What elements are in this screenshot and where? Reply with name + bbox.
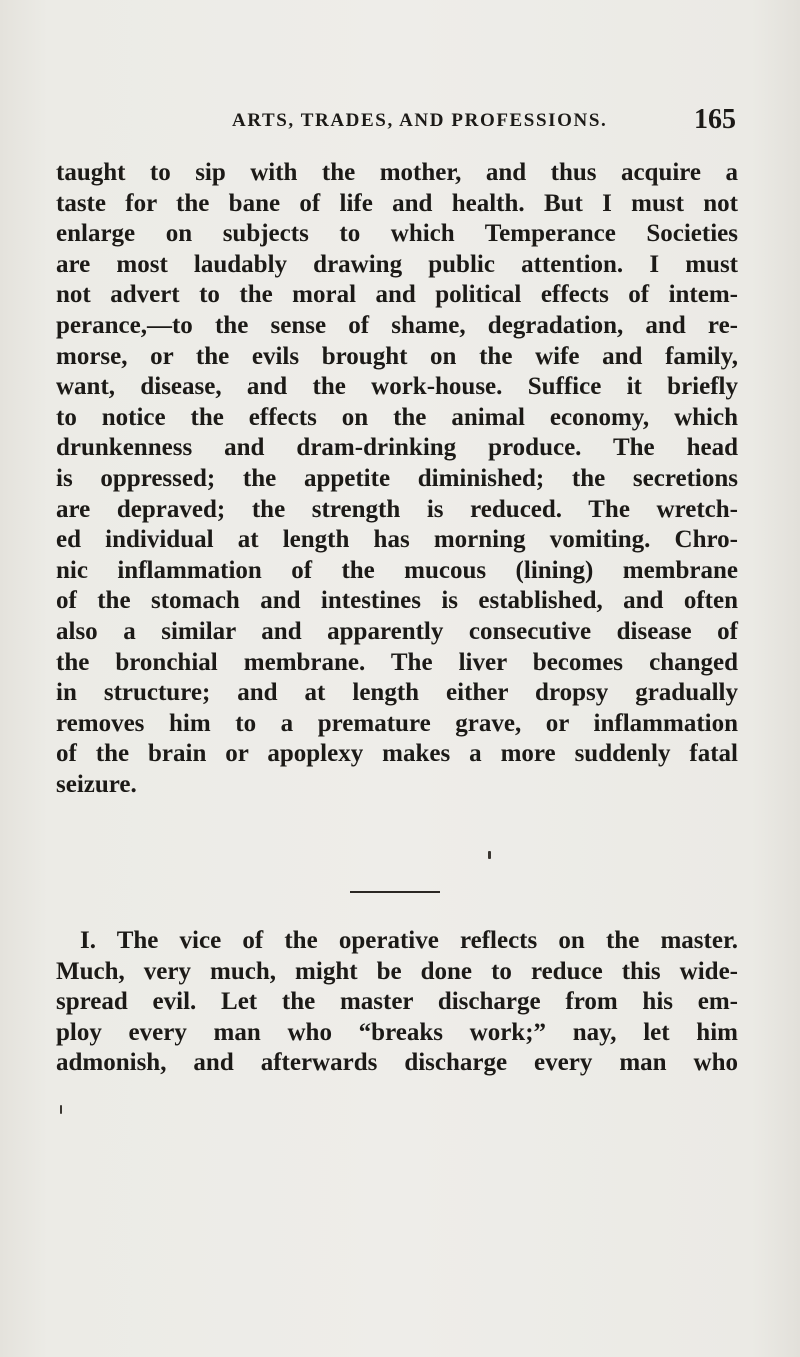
- text-line: drunkenness and dram-drinking produce. The head: [56, 434, 738, 462]
- text-line: the bronchial membrane. The liver becomes changed: [56, 648, 738, 676]
- text-line: enlarge on subjects to which Temperance Societies: [56, 220, 738, 248]
- section-divider: [350, 891, 440, 893]
- text-line: I. The vice of the operative reflects on the master.: [80, 927, 738, 954]
- body-paragraph-2: [56, 926, 738, 1079]
- text-line: taste for the bane of life and health. But I must not: [56, 189, 738, 217]
- text-line: of the brain or apoplexy makes a more suddenly fatal: [56, 740, 738, 768]
- text-line: not advert to the moral and political effects of intem-: [56, 281, 738, 309]
- text-line: removes him to a premature grave, or inflammation: [56, 709, 738, 737]
- text-line: seizure.: [56, 770, 137, 798]
- text-line: perance,—to the sense of shame, degradation, and re-: [56, 311, 738, 339]
- text-line: Much, very much, might be done to reduce this wide-: [56, 957, 738, 985]
- text-line: spread evil. Let the master discharge from his em-: [56, 988, 738, 1016]
- text-line: is oppressed; the appetite diminished; the secretions: [56, 464, 738, 492]
- text-line: of the stomach and intestines is established, and often: [56, 587, 738, 615]
- text-line: ed individual at length has morning vomiting. Chro-: [56, 526, 738, 554]
- text-line: want, disease, and the work-house. Suffice it briefly: [56, 373, 738, 401]
- text-line: admonish, and afterwards discharge every man who: [56, 1049, 738, 1077]
- body-paragraph-1: [56, 158, 738, 800]
- running-head: [232, 104, 742, 144]
- text-line: taught to sip with the mother, and thus acquire a: [56, 159, 738, 186]
- text-line: ploy every man who “breaks work;” nay, let him: [56, 1018, 738, 1046]
- text-line: also a similar and apparently consecutive disease of: [56, 617, 738, 645]
- text-line: in structure; and at length either dropsy gradually: [56, 679, 738, 707]
- text-line: nic inflammation of the mucous (lining) membrane: [56, 556, 738, 584]
- ink-speck: [60, 1105, 62, 1114]
- page-number: 165: [694, 104, 736, 135]
- text-line: to notice the effects on the animal economy, which: [56, 403, 738, 431]
- running-title: ARTS, TRADES, AND PROFESSIONS.: [232, 110, 608, 131]
- text-line: morse, or the evils brought on the wife and family,: [56, 342, 738, 370]
- text-line: are most laudably drawing public attention. I must: [56, 250, 738, 278]
- text-line: are depraved; the strength is reduced. The wretch-: [56, 495, 738, 523]
- ink-speck: [488, 851, 491, 859]
